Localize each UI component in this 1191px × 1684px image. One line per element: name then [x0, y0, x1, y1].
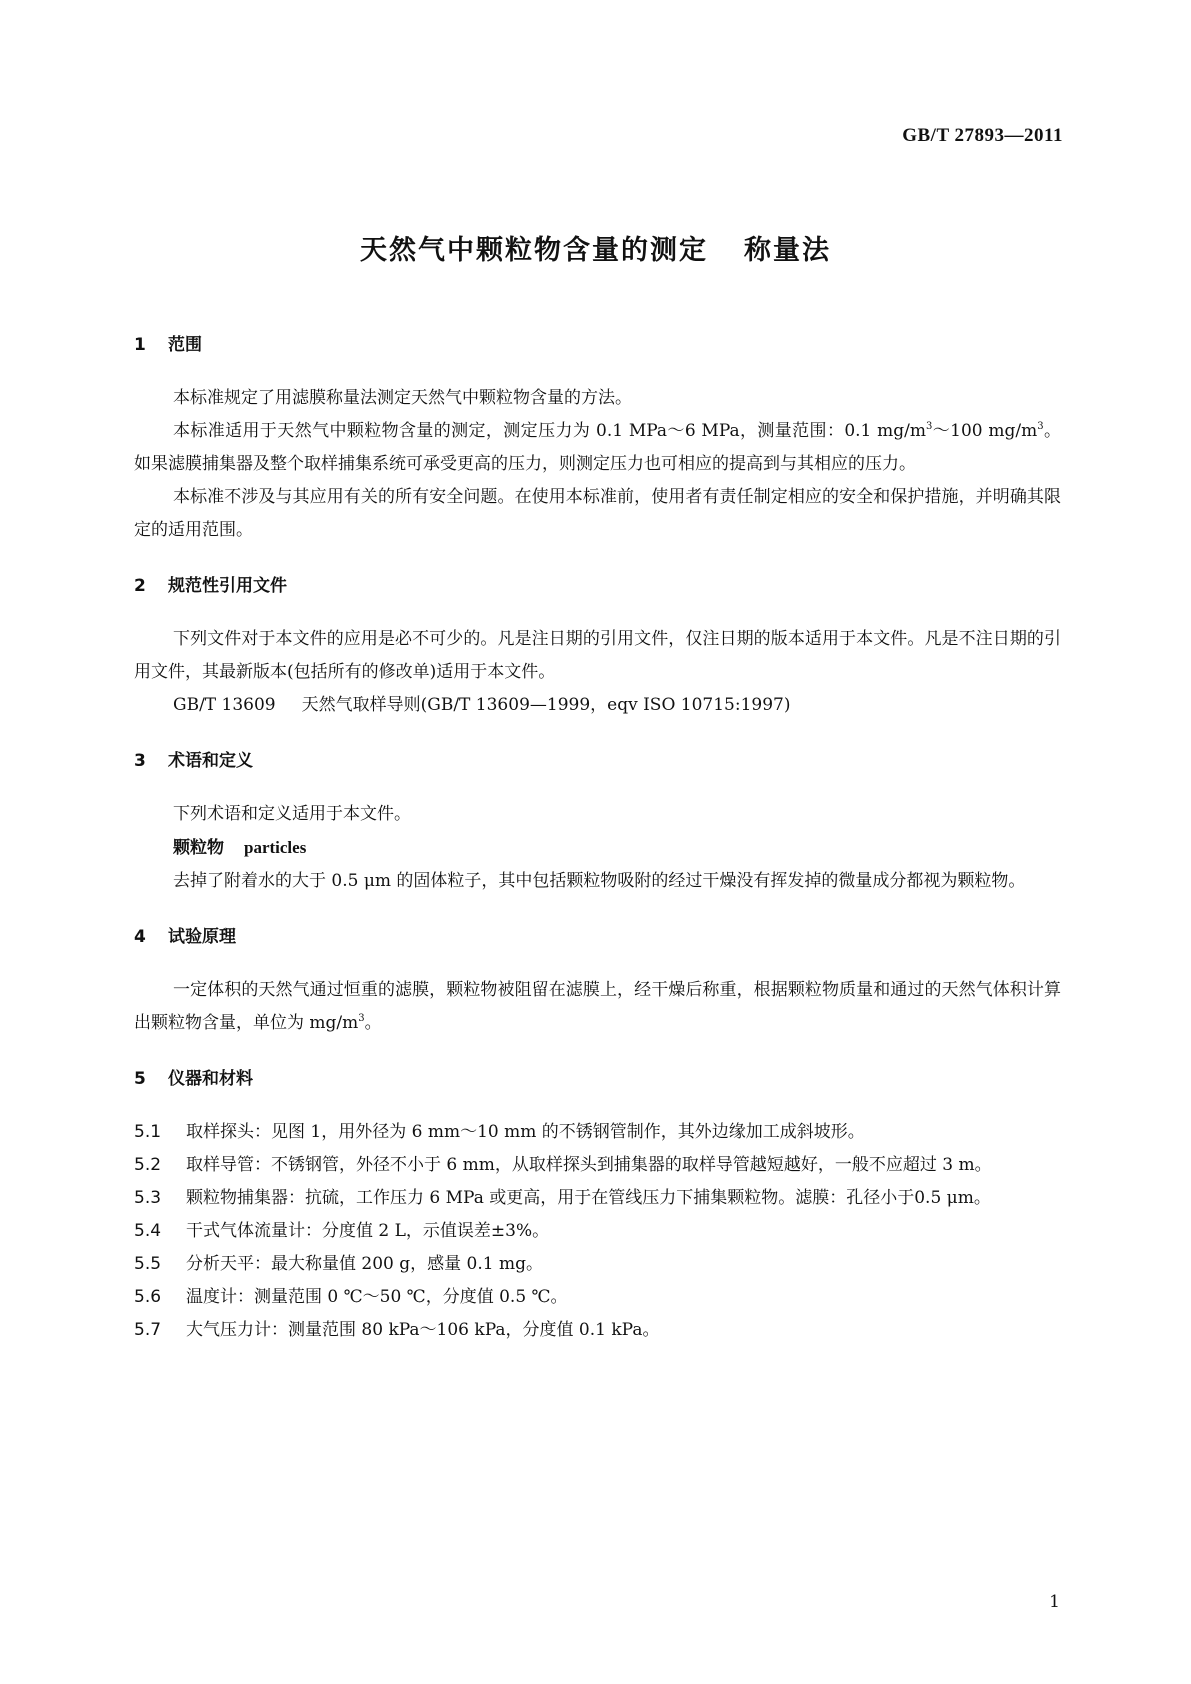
paragraph: 本标准不涉及与其应用有关的所有安全问题。在使用本标准前，使用者有责任制定相应的安全和保护措施，并明确其限定的适用范围。: [134, 487, 1061, 540]
page-number: 1: [1049, 1592, 1060, 1612]
standard-code: GB/T 27893—2011: [902, 125, 1063, 146]
section-heading-terms: 3 术语和定义: [134, 751, 253, 771]
list-item: 5.4 干式气体流量计：分度值 2 L，示值误差±3%。: [134, 1221, 550, 1241]
term-entry: 颗粒物 particles: [173, 838, 307, 858]
paragraph: 下列术语和定义适用于本文件。: [173, 804, 411, 824]
section-heading-scope: 1 范围: [134, 335, 202, 355]
paragraph: 去掉了附着水的大于 0.5 μm 的固体粒子，其中包括颗粒物吸附的经过干燥没有挥发掉的微量成分都视为颗粒物。: [173, 871, 1026, 891]
list-item: 5.3 颗粒物捕集器：抗硫，工作压力 6 MPa 或更高，用于在管线压力下捕集颗粒物。滤膜：孔径小于0.5 μm。: [134, 1188, 991, 1208]
section-heading-principle: 4 试验原理: [134, 927, 236, 947]
list-item: 5.2 取样导管：不锈钢管，外径不小于 6 mm，从取样探头到捕集器的取样导管越短越好，一般不应超过 3 m。: [134, 1155, 992, 1175]
list-item: 5.1 取样探头：见图 1，用外径为 6 mm～10 mm 的不锈钢管制作，其外边缘加工成斜坡形。: [134, 1122, 865, 1142]
title-method: 称量法: [744, 235, 831, 266]
section-heading-apparatus: 5 仪器和材料: [134, 1069, 253, 1089]
title-main: 天然气中颗粒物含量的测定: [360, 235, 708, 266]
paragraph: 本标准适用于天然气中颗粒物含量的测定，测定压力为 0.1 MPa～6 MPa，测量范围：0.1 $mg/m^3\sim 100$ $mg/m^3$。如果滤膜捕集器及整个取样捕集系统可承受更高的压力，则测定压力也可相应的提高到与其相应的压力。: [134, 421, 1061, 474]
list-item: 5.5 分析天平：最大称量值 200 g，感量 0.1 mg。: [134, 1254, 543, 1274]
paragraph: 本标准规定了用滤膜称量法测定天然气中颗粒物含量的方法。: [173, 388, 632, 408]
paragraph: 一定体积的天然气通过恒重的滤膜，颗粒物被阻留在滤膜上，经干燥后称重，根据颗粒物质量和通过的天然气体积计算出颗粒物含量，单位为 $mg/m^3$。: [134, 980, 1061, 1033]
list-item: 5.6 温度计：测量范围 0 ℃～50 ℃，分度值 0.5 ℃。: [134, 1287, 568, 1307]
document-title: [0, 228, 1191, 267]
reference-entry: GB/T 13609 天然气取样导则(GB/T 13609—1999，eqv ISO 10715:1997): [173, 695, 791, 715]
document-body: [134, 330, 1061, 1347]
paragraph: 下列文件对于本文件的应用是必不可少的。凡是注日期的引用文件，仅注日期的版本适用于本文件。凡是不注日期的引用文件，其最新版本(包括所有的修改单)适用于本文件。: [134, 629, 1061, 682]
section-heading-normative-references: 2 规范性引用文件: [134, 576, 287, 596]
apparatus-list: [134, 1116, 1061, 1347]
list-item: 5.7 大气压力计：测量范围 80 kPa～106 kPa，分度值 0.1 kPa。: [134, 1320, 660, 1340]
